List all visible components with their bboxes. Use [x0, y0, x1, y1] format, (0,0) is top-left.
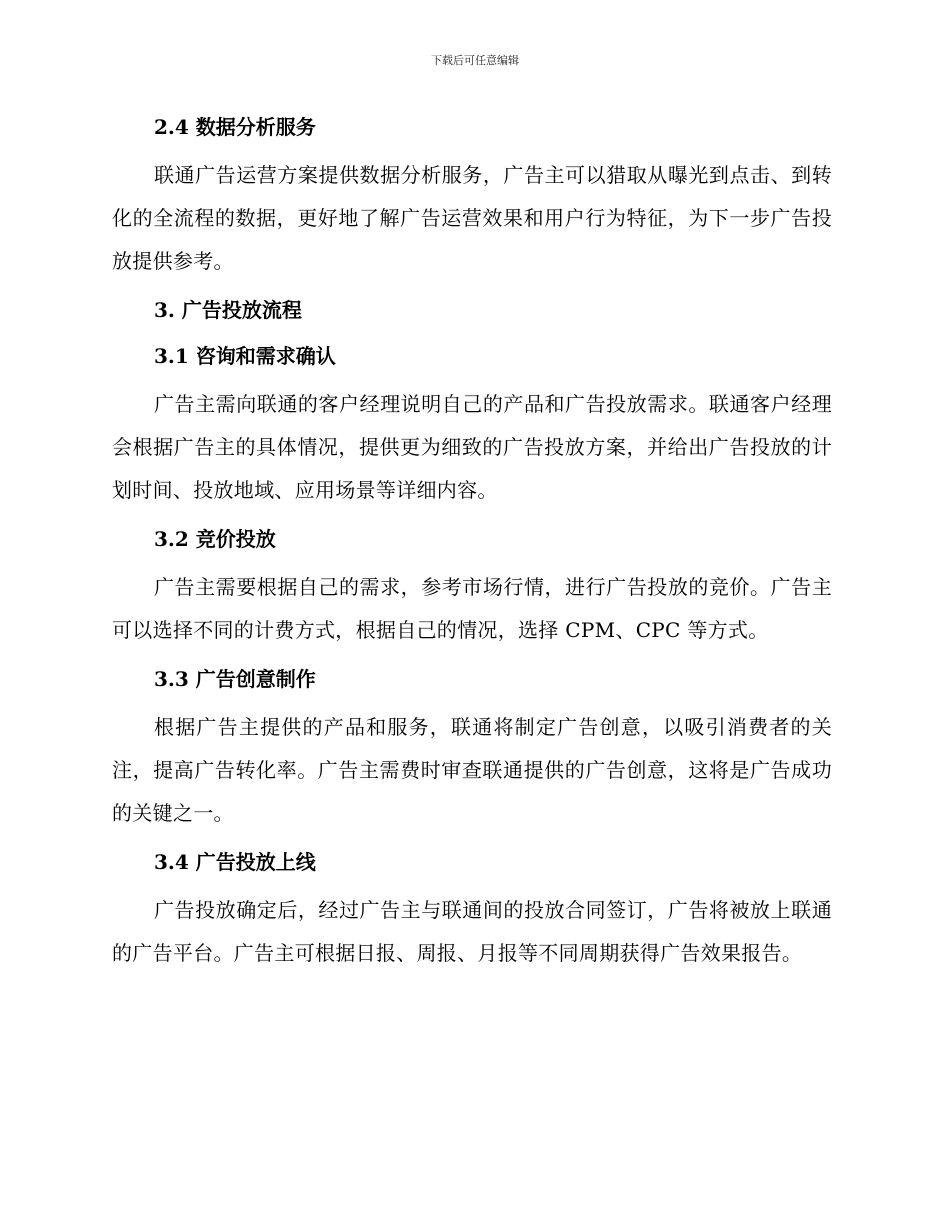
- paragraph-launch: 广告投放确定后，经过广告主与联通间的投放合同签订，广告将被放上联通的广告平台。广告主可根据日报、周报、月报等不同周期获得广告效果报告。: [112, 898, 832, 965]
- section-heading-3-4: 3.4 广告投放上线: [154, 850, 316, 874]
- section-heading-3-1: 3.1 咨询和需求确认: [154, 344, 336, 368]
- section-heading-3-3: 3.3 广告创意制作: [154, 667, 316, 691]
- page-header: 下载后可任意编辑: [431, 54, 519, 67]
- section-heading-2-4: 2.4 数据分析服务: [154, 115, 316, 139]
- section-heading-3-2: 3.2 竞价投放: [154, 527, 276, 551]
- paragraph-data-analysis: 联通广告运营方案提供数据分析服务，广告主可以猎取从曝光到点击、到转化的全流程的数据，更好地了解广告运营效果和用户行为特征，为下一步广告投放提供参考。: [112, 163, 832, 273]
- section-heading-3: 3. 广告投放流程: [154, 298, 302, 322]
- paragraph-creative: 根据广告主提供的产品和服务，联通将制定广告创意，以吸引消费者的关注，提高广告转化率。广告主需费时审查联通提供的广告创意，这将是广告成功的关键之一。: [112, 715, 832, 825]
- paragraph-bidding: 广告主需要根据自己的需求，参考市场行情，进行广告投放的竞价。广告主可以选择不同的计费方式，根据自己的情况，选择 CPM、CPC 等方式。: [112, 575, 832, 642]
- document-body: [112, 108, 832, 975]
- paragraph-consultation: 广告主需向联通的客户经理说明自己的产品和广告投放需求。联通客户经理会根据广告主的具体情况，提供更为细致的广告投放方案，并给出广告投放的计划时间、投放地域、应用场景等详细内容。: [112, 392, 832, 502]
